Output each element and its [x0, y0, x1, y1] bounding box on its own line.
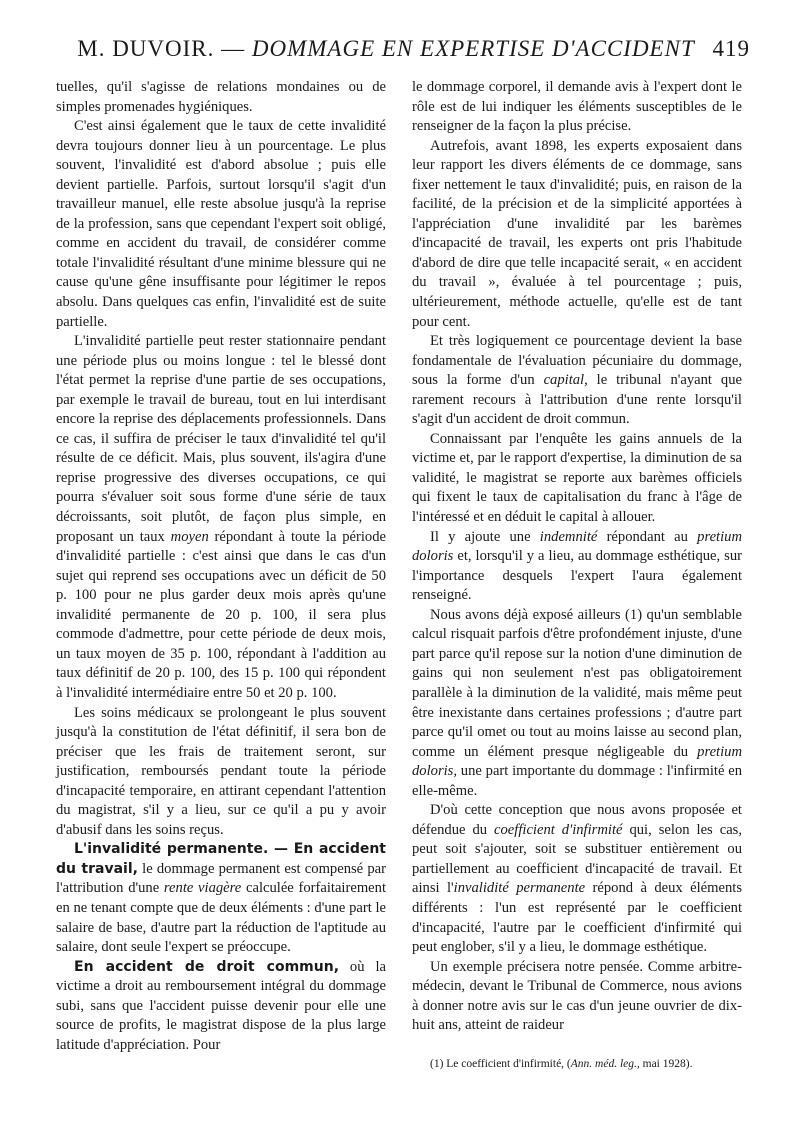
text-run: qui, selon les cas, peut soit s'ajouter, soit se substituer entièrement ou partiellement au coefficient d'incapacité de travail. Et ainsi l' [412, 821, 742, 897]
paragraph [56, 958, 386, 1056]
italic-term: coefficient d'infirmité [494, 821, 623, 838]
italic-term: indemnité [539, 528, 598, 545]
text-run: où la victime a droit au remboursement intégral du dommage subi, sans que l'accident puisse devenir pour elle une source de profits, le magistrat dispose de la plus large latitude d'appréciation. Pour [56, 958, 386, 1053]
text-run: L'invalidité partielle peut rester stationnaire pendant une période plus ou moins longue : tel le blessé dont l'état permet la reprise d'une partie de ses occupations, par exemple le travail de bureau, tout en lui interdisant encore la reprise des déplacements professionnels. Dans ce cas, il suffira de préciser le taux d'invalidité tel qu'il résulte de ce déficit. Mais, plus souvent, ils'agira d'une reprise progressive des diverses occupations, ce qui pourra s'évaluer soit sous forme d'une série de taux décroissants, soit plutôt, de façon plus simple, en proposant un taux [56, 333, 386, 545]
text-run: répondant au [597, 528, 698, 545]
text-run: le dommage permanent est compensé par l'attribution d'une [56, 860, 386, 897]
paragraph: Connaissant par l'enquête les gains annuels de la victime et, par le rapport d'expertise, la diminution de sa validité, le magistrat se reporte aux barèmes officiels qui fixent le taux de capitalisation du franc à l'âge de l'intéressé et en déduit le capital à allouer. [412, 430, 742, 526]
italic-term: invalidité permanente [453, 880, 586, 897]
text-run: répondant à toute la période d'invalidité partielle : c'est ainsi que dans le cas d'un sujet qui reprend ses occupations avec un déficit de 50 p. 100 pour ne plus garder deux mois après qu'une invalidité permanente de 20 p. 100, il sera plus commode d'admettre, pour cette période de deux mois, un taux moyen de 35 p. 100, répondant à l'addition au taux définitif de 20 p. 100, des 15 p. 100 qui répondent à l'invalidité intermédiaire entre 50 et 20 p. 100. [56, 528, 386, 701]
paragraph [412, 332, 742, 430]
author-name: M. DUVOIR. [77, 36, 215, 61]
paragraph: tuelles, qu'il s'agisse de relations mondaines ou de simples promenades hygiéniques. [56, 79, 386, 115]
italic-term: moyen [170, 528, 209, 545]
text-run: le tribunal n'ayant que rarement recours à l'attribution d'une rente lorsqu'il s'agit d'un accident de droit commun. [412, 372, 742, 428]
left-column [56, 78, 386, 1055]
paragraph [412, 606, 742, 801]
section-heading-run: En accident de droit commun, [74, 958, 340, 975]
running-title [70, 36, 702, 62]
footnote-text: (1) Le coefficient d'infirmité, ( [430, 1058, 571, 1070]
paragraph [56, 840, 386, 957]
italic-term: rente viagère [163, 880, 242, 897]
page-number: 419 [712, 36, 750, 61]
paragraph: Autrefois, avant 1898, les experts exposaient dans leur rapport les divers éléments de ce dommage, sans fixer nettement le taux d'invalidité; puis, en raison de la facilité, de la précision et de la simplicité apportées à l'appréciation d'une invalidité par les barèmes d'incapacité de travail, les experts ont pris l'habitude d'abord de dire que telle incapacité serait, « en accident du travail », évaluée à tel pourcentage ; puis, ultérieurement, méthode actuelle, qu'elle est de tant pour cent. [412, 137, 742, 330]
text-run: Nous avons déjà exposé ailleurs (1) qu'un semblable calcul risquait parfois d'être profondément injuste, d'une part parce qu'il repose sur la notion d'une diminution de gains qui non seulement n'est pas obligatoirement parallèle à la diminution de la validité, mais même peut être inexistante dans certaines professions ; d'autre part parce qu'il omet ou tout au moins laisse au second plan, comme un élément presque négligeable du [412, 606, 742, 760]
paragraph: Les soins médicaux se prolongeant le plus souvent jusqu'à la constitution de l'état définitif, il sera bon de préciser que les frais de traitement seront, sur justification, remboursés pendant toute la période d'incapacité temporaire, en attirant cependant l'attention du magistrat, s'il y a lieu, sur ce qu'il a pu y avoir d'abusif dans les soins reçus. [56, 704, 386, 838]
article-title: DOMMAGE EN EXPERTISE D'ACCIDENT [251, 36, 695, 61]
footnote-text: mai 1928). [639, 1058, 693, 1070]
paragraph [412, 801, 742, 957]
right-column [412, 78, 742, 1036]
text-run: une part importante du dommage : l'infirmité en elle-même. [412, 763, 742, 799]
italic-term: pretium doloris, [412, 743, 742, 780]
footnote [430, 1056, 750, 1072]
paragraph: Un exemple précisera notre pensée. Comme arbitre-médecin, devant le Tribunal de Commerce, nous avions à donner notre avis sur le cas d'un jeune ouvrier de dix-huit ans, atteint de raideur [412, 958, 742, 1034]
text-run: et, lorsqu'il y a lieu, au dommage esthétique, sur l'importance desquels l'expert l'aura également renseigné. [412, 548, 742, 604]
italic-term: capital, [543, 372, 588, 389]
text-run: D'où cette conception que nous avons proposée et défendue du [412, 802, 742, 838]
text-run: Et très logiquement ce pourcentage devient la base fondamentale de l'évaluation pécuniaire du dommage, sous la forme d'un [412, 333, 742, 389]
footnote-citation: Ann. méd. leg., [570, 1058, 640, 1070]
section-heading-run: L'invalidité permanente. — En accident du travail, [56, 841, 386, 877]
paragraph [56, 332, 386, 703]
paragraph: le dommage corporel, il demande avis à l'expert dont le rôle est de lui indiquer les éléments susceptibles de le renseigner de la façon la plus précise. [412, 79, 742, 135]
text-run: répond à deux éléments différents : l'un est représenté par le coefficient d'incapacité, l'autre par le coefficient d'infirmité qui peut englober, s'il y a lieu, le dommage esthétique. [412, 880, 742, 956]
title-dash: — [214, 36, 252, 61]
paragraph: C'est ainsi également que le taux de cette invalidité devra toujours donner lieu à un pourcentage. Le plus souvent, l'invalidité est d'abord absolue ; puis elle devient partielle. Parfois, surtout lorsqu'il s'agit d'un travailleur manuel, elle reste absolue jusqu'à la reprise de la profession, sans que cependant l'expert soit obligé, comme en accident du travail, de considérer comme totale l'invalidité résultant d'une minime blessure qui ne cause qu'une gêne insuffisante pour légitimer le repos absolu. Dans quelques cas enfin, l'invalidité est de suite partielle. [56, 118, 386, 330]
italic-term: pretium doloris [412, 528, 742, 565]
text-run: Il y ajoute une [430, 528, 540, 545]
text-run: calculée forfaitairement en ne tenant compte que de deux éléments : d'une part le salaire de base, d'autre part la réduction de l'aptitude au salaire, dont seule l'expert se préoccupe. [56, 880, 387, 956]
running-header [70, 36, 750, 70]
paragraph [412, 528, 742, 606]
